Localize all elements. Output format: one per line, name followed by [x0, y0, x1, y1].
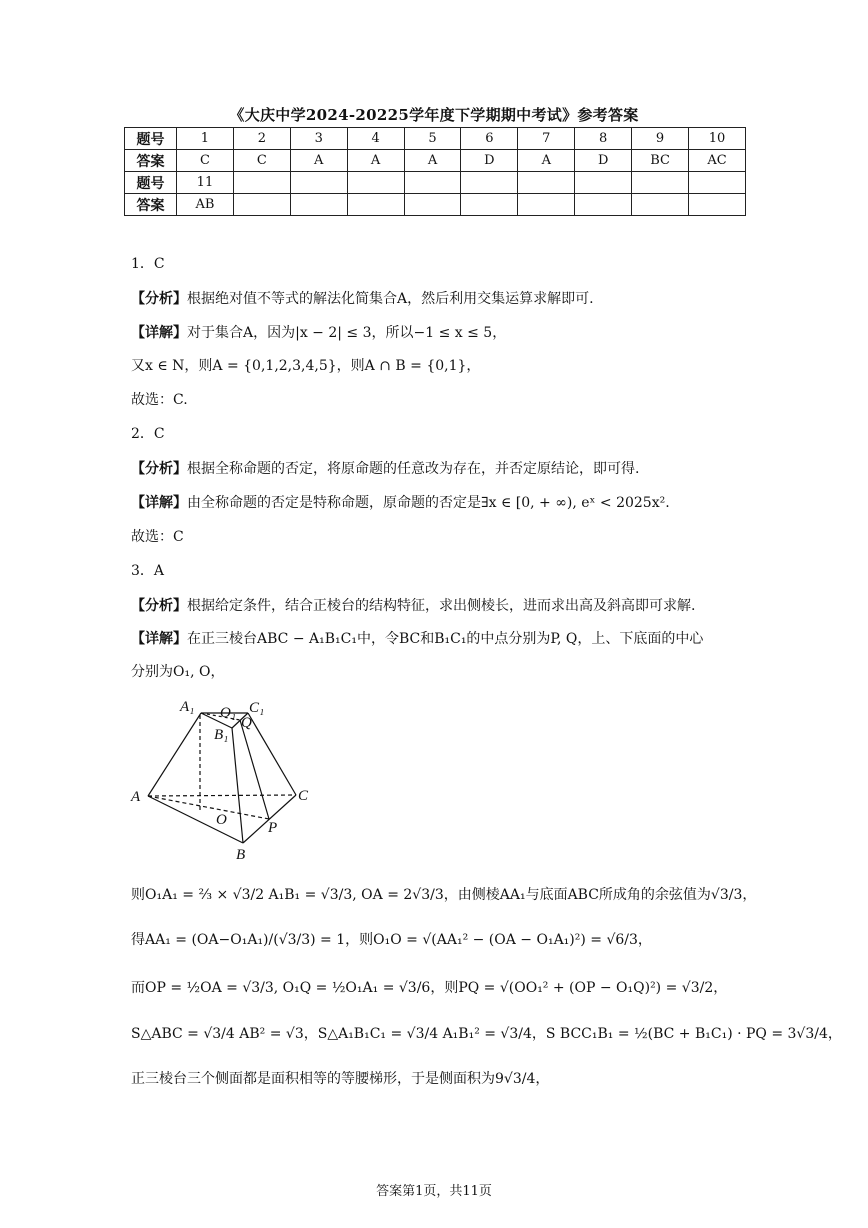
table-cell [233, 194, 290, 216]
table-cell: C [177, 150, 234, 172]
analysis-tag: 【分析】 [131, 598, 187, 614]
table-cell [347, 194, 404, 216]
table-cell: C [233, 150, 290, 172]
table-row [125, 150, 746, 172]
table-cell: A [404, 150, 461, 172]
table-cell [404, 194, 461, 216]
answer-table [124, 127, 746, 216]
q3-analysis [131, 596, 695, 616]
table-cell: 11 [177, 172, 234, 194]
analysis-text: 根据全称命题的否定，将原命题的任意改为存在，并否定原结论，即可得. [187, 461, 640, 477]
analysis-text: 根据绝对值不等式的解法化简集合A，然后利用交集运算求解即可. [187, 291, 594, 307]
q3-detail [131, 629, 703, 649]
analysis-tag: 【分析】 [131, 461, 187, 477]
table-cell: 7 [518, 128, 575, 150]
table-cell: 2 [233, 128, 290, 150]
segment-PQ [240, 720, 269, 819]
table-cell [632, 172, 689, 194]
table-cell [518, 172, 575, 194]
table-cell: 9 [632, 128, 689, 150]
detail-tag: 【详解】 [131, 325, 187, 341]
table-row [125, 172, 746, 194]
table-cell [689, 172, 746, 194]
q3-eq5: 正三棱台三个侧面都是面积相等的等腰梯形，于是侧面积为9√3/4， [131, 1071, 550, 1087]
row-header: 题号 [125, 172, 177, 194]
label-O1: O₁ [220, 705, 237, 721]
table-cell [461, 194, 518, 216]
table-cell: 6 [461, 128, 518, 150]
table-cell: D [575, 150, 632, 172]
edge-AC-hidden [148, 795, 296, 796]
label-B: B [236, 847, 246, 863]
q1-detail [131, 323, 506, 343]
table-row [125, 128, 746, 150]
table-cell: AC [689, 150, 746, 172]
edge-CC1 [248, 713, 296, 795]
table-cell: BC [632, 150, 689, 172]
page-footer: 答案第1页，共11页 [376, 1184, 492, 1199]
row-header: 题号 [125, 128, 177, 150]
q3-detail-2: 分别为O₁, O， [131, 664, 225, 680]
table-cell [575, 194, 632, 216]
label-B1: B₁ [214, 727, 229, 743]
q2-detail [131, 493, 670, 513]
row-header: 答案 [125, 150, 177, 172]
table-cell [632, 194, 689, 216]
detail-tag: 【详解】 [131, 495, 187, 511]
table-cell [575, 172, 632, 194]
q1-number: 1．C [131, 256, 165, 272]
q2-analysis [131, 459, 639, 479]
table-cell: 5 [404, 128, 461, 150]
table-cell: A [290, 150, 347, 172]
table-cell: A [347, 150, 404, 172]
q3-number: 3．A [131, 563, 165, 579]
q3-eq2: 得AA₁ = (OA−O₁A₁)/(√3/3) = 1，则O₁O = √(AA₁² − (OA − O₁A₁)²) = √6/3， [131, 932, 652, 948]
q1-analysis [131, 289, 594, 309]
edge-AB [148, 796, 243, 843]
label-C1: C₁ [249, 700, 265, 716]
detail-text: 对于集合A，因为|x − 2| ≤ 3，所以−1 ≤ x ≤ 5， [187, 325, 507, 341]
table-cell [461, 172, 518, 194]
segment-AP [148, 796, 269, 819]
label-A: A [131, 789, 141, 805]
table-cell: 10 [689, 128, 746, 150]
page-title: 《大庆中学2024-20225学年度下学期期中考试》参考答案 [229, 106, 639, 124]
analysis-tag: 【分析】 [131, 291, 187, 307]
edge-BB1 [232, 728, 243, 843]
table-row [125, 194, 746, 216]
q3-eq4: S△ABC = √3/4 AB² = √3，S△A₁B₁C₁ = √3/4 A₁B₁² = √3/4，S BCC₁B₁ = ½(BC + B₁C₁) · PQ = 3√3/4， [131, 1026, 842, 1042]
label-P: P [268, 820, 278, 836]
table-cell: 8 [575, 128, 632, 150]
label-A1: A₁ [180, 699, 195, 715]
table-cell: A [518, 150, 575, 172]
table-cell [233, 172, 290, 194]
label-O: O [216, 812, 227, 828]
label-Q: Q [241, 715, 252, 731]
analysis-text: 根据给定条件，结合正棱台的结构特征，求出侧棱长，进而求出高及斜高即可求解. [187, 598, 696, 614]
q1-choice: 故选：C. [131, 392, 188, 408]
table-cell: 4 [347, 128, 404, 150]
table-cell [290, 172, 347, 194]
table-cell [404, 172, 461, 194]
label-C: C [298, 788, 309, 804]
table-cell [518, 194, 575, 216]
q2-number: 2．C [131, 426, 165, 442]
q3-eq1: 则O₁A₁ = ⅔ × √3/2 A₁B₁ = √3/3, OA = 2√3/3，由侧棱AA₁与底面ABC所成角的余弦值为√3/3， [131, 887, 757, 903]
table-cell: 3 [290, 128, 347, 150]
table-cell [689, 194, 746, 216]
table-cell: 1 [177, 128, 234, 150]
detail-tag: 【详解】 [131, 631, 187, 647]
table-cell: AB [177, 194, 234, 216]
q2-choice: 故选：C [131, 529, 184, 545]
table-cell [347, 172, 404, 194]
q3-eq3: 而OP = ½OA = √3/3, O₁Q = ½O₁A₁ = √3/6，则PQ = √(OO₁² + (OP − O₁Q)²) = √3/2， [131, 980, 728, 996]
row-header: 答案 [125, 194, 177, 216]
q1-detail-2: 又x ∈ N，则A = {0,1,2,3,4,5}，则A ∩ B = {0,1}， [131, 358, 481, 374]
table-cell [290, 194, 347, 216]
frustum-figure [128, 693, 328, 863]
table-cell: D [461, 150, 518, 172]
detail-text: 在正三棱台ABC − A₁B₁C₁中，令BC和B₁C₁的中点分别为P, Q，上、下底面的中心 [187, 631, 704, 647]
detail-text: 由全称命题的否定是特称命题，原命题的否定是∃x ∈ [0, + ∞), eˣ < 2025x². [187, 495, 670, 511]
edge-AA1 [148, 713, 201, 796]
